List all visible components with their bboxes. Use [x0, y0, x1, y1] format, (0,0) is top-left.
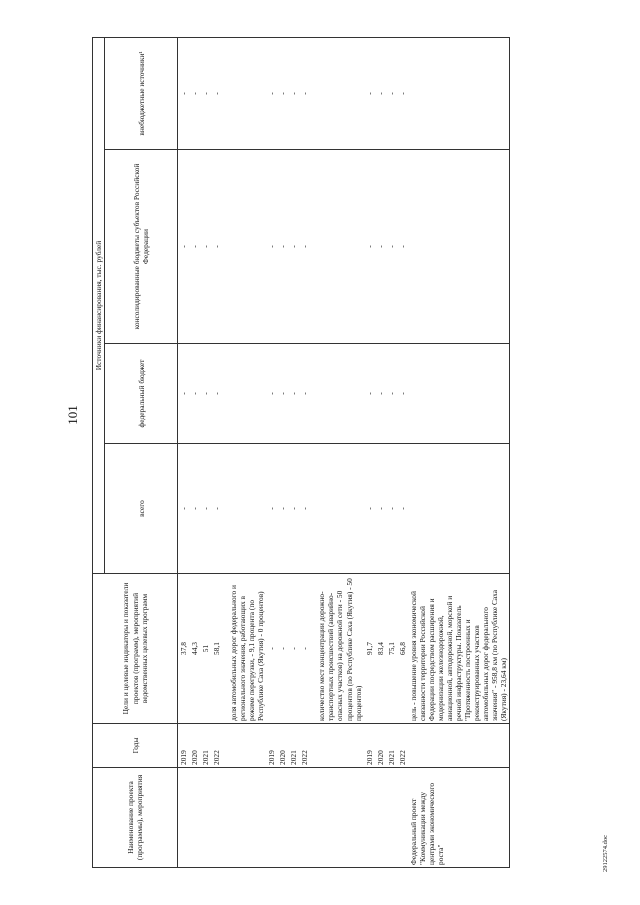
value-cell: 75,1	[386, 574, 397, 724]
total-cell: -	[288, 444, 299, 574]
total-cell: -	[299, 444, 310, 574]
table-row	[228, 37, 266, 867]
header-goals: Цели и целевые индикаторы и показатели проектов (программ), мероприятий ведомственных целевых программ	[93, 574, 178, 724]
extra-cell: -	[288, 37, 299, 149]
project-goal: цель - повышение уровня экономической связанности территории Российской Федерации посредством расширения и модернизации железнодорожной, авиационной, автодорожной, морской и речной инфраструктуры. Показатель "Протяженность построенных и реконструированных участков автомобильных дорог федерального значения" - 958,8 км (по Республике Саха (Якутия) - 23,64 км)	[408, 574, 510, 724]
federal-cell: -	[397, 344, 408, 444]
header-total: всего	[105, 444, 178, 574]
document-code: 29122574.doc	[602, 834, 609, 872]
table-row	[299, 37, 310, 867]
indicator-overload-share: доля автомобильных дорог федерального и регионального значения, работающих в режиме перегрузки, - 9,1 процента (по Республике Саха (Якутия) - 0 процентов)	[228, 574, 266, 724]
total-cell: -	[266, 444, 277, 574]
year-cell: 2019	[178, 724, 190, 768]
regional-cell: -	[288, 150, 299, 344]
table-row	[397, 37, 408, 867]
table-row	[189, 37, 200, 867]
total-cell: -	[364, 444, 375, 574]
federal-cell: -	[375, 344, 386, 444]
header-regional: консолидированные бюджеты субъектов Российской Федерации	[105, 150, 178, 344]
extra-cell: -	[364, 37, 375, 149]
extra-cell: -	[189, 37, 200, 149]
header-federal: федеральный бюджет	[105, 344, 178, 444]
header-project-name: Наименование проекта (программы), мероприятия	[93, 768, 178, 868]
year-cell: 2022	[397, 724, 408, 768]
regional-cell: -	[211, 150, 222, 344]
regional-cell: -	[299, 150, 310, 344]
year-cell: 2021	[386, 724, 397, 768]
total-cell: -	[277, 444, 288, 574]
table-row	[266, 37, 277, 867]
year-cell: 2020	[189, 724, 200, 768]
total-cell: -	[397, 444, 408, 574]
extra-cell: -	[178, 37, 190, 149]
regional-cell: -	[178, 150, 190, 344]
value-cell: 37,8	[178, 574, 190, 724]
page-number: 101	[65, 405, 80, 425]
header-extra: внебюджетные источники¹	[105, 37, 178, 149]
table-row	[200, 37, 211, 867]
regional-cell: -	[397, 150, 408, 344]
extra-cell: -	[299, 37, 310, 149]
table-row	[288, 37, 299, 867]
regional-cell: -	[386, 150, 397, 344]
year-cell: 2022	[299, 724, 310, 768]
table-row	[178, 37, 190, 867]
financing-table	[92, 37, 510, 868]
value-cell: 83,4	[375, 574, 386, 724]
year-cell: 2020	[277, 724, 288, 768]
federal-cell: -	[266, 344, 277, 444]
table-row	[386, 37, 397, 867]
value-cell: -	[299, 574, 310, 724]
year-cell: 2021	[288, 724, 299, 768]
regional-cell: -	[277, 150, 288, 344]
header-sources: Источники финансирования, тыс. рублей	[93, 37, 105, 573]
federal-cell: -	[200, 344, 211, 444]
year-cell: 2019	[364, 724, 375, 768]
federal-cell: -	[299, 344, 310, 444]
table-row	[375, 37, 386, 867]
value-cell: -	[266, 574, 277, 724]
extra-cell: -	[277, 37, 288, 149]
regional-cell: -	[200, 150, 211, 344]
table-row	[211, 37, 222, 867]
total-cell: -	[200, 444, 211, 574]
regional-cell: -	[189, 150, 200, 344]
federal-cell: -	[288, 344, 299, 444]
value-cell: 44,3	[189, 574, 200, 724]
total-cell: -	[386, 444, 397, 574]
indicator-accident-spots: количество мест концентрации дорожно-транспортных происшествий (аварийно-опасных участков) на дорожной сети - 50 процентов (по Республике Саха (Якутия) - 50 процентов)	[316, 574, 363, 724]
federal-cell: -	[386, 344, 397, 444]
value-cell: 91,7	[364, 574, 375, 724]
table-row	[277, 37, 288, 867]
extra-cell: -	[200, 37, 211, 149]
extra-cell: -	[386, 37, 397, 149]
table-row	[316, 37, 363, 867]
extra-cell: -	[211, 37, 222, 149]
federal-cell: -	[211, 344, 222, 444]
extra-cell: -	[375, 37, 386, 149]
extra-cell: -	[266, 37, 277, 149]
header-row-1	[93, 37, 105, 867]
federal-cell: -	[178, 344, 190, 444]
header-years: Годы	[93, 724, 178, 768]
value-cell: -	[277, 574, 288, 724]
federal-cell: -	[189, 344, 200, 444]
year-cell: 2019	[266, 724, 277, 768]
extra-cell: -	[397, 37, 408, 149]
total-cell: -	[211, 444, 222, 574]
total-cell: -	[178, 444, 190, 574]
year-cell: 2021	[200, 724, 211, 768]
total-cell: -	[189, 444, 200, 574]
value-cell: 51	[200, 574, 211, 724]
regional-cell: -	[375, 150, 386, 344]
value-cell: 66,8	[397, 574, 408, 724]
federal-cell: -	[364, 344, 375, 444]
table-row	[408, 37, 510, 867]
value-cell: -	[288, 574, 299, 724]
rotated-page	[60, 28, 620, 878]
table-row	[364, 37, 375, 867]
regional-cell: -	[364, 150, 375, 344]
year-cell: 2020	[375, 724, 386, 768]
value-cell: 58,1	[211, 574, 222, 724]
project-name: Федеральный проект "Коммуникации между центрами экономического роста"	[408, 768, 510, 868]
year-cell: 2022	[211, 724, 222, 768]
federal-cell: -	[277, 344, 288, 444]
total-cell: -	[375, 444, 386, 574]
regional-cell: -	[266, 150, 277, 344]
